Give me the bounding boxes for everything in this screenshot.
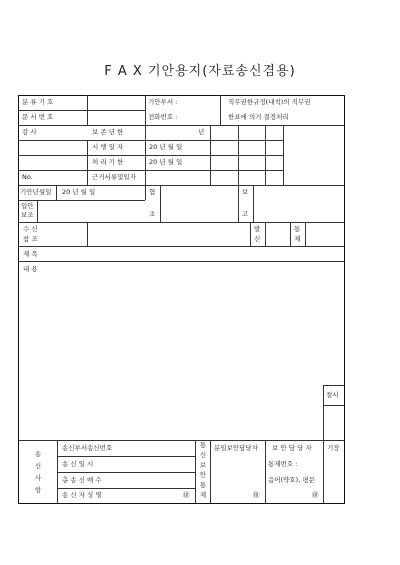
row-divider: [57, 472, 195, 473]
col-divider: [305, 222, 306, 246]
row-divider: [18, 246, 345, 247]
document-number-label: 문 서 번 호: [22, 113, 54, 121]
audit-label: 감 사: [22, 128, 37, 136]
table-top-border: [18, 95, 345, 96]
col-divider: [250, 222, 251, 246]
comm-security-char: 통: [199, 441, 207, 449]
total-pages-label: 총 송 신 매 수: [62, 476, 102, 484]
security-officer-seal: ㊞: [253, 491, 260, 499]
seal-line-label: 기장: [327, 444, 340, 452]
year-label: 년: [198, 128, 205, 136]
authority-note-line1: 직무권한규정(내칙)의 직무권: [228, 98, 311, 106]
col-divider: [220, 95, 221, 125]
draft-date-label: 기안년월일: [20, 188, 52, 196]
entry-approval-line2: 보조: [21, 211, 34, 219]
comm-security-char: 제: [199, 491, 207, 499]
security-manager-seal: ㊞: [312, 491, 319, 499]
retention-label: 보 존 년 한: [92, 128, 124, 136]
reference-label: 참 조: [23, 235, 38, 243]
col-divider: [290, 222, 291, 246]
drafting-dept-label: 기안부서 :: [148, 98, 178, 106]
control-char-1: 통: [294, 225, 301, 233]
col-divider: [265, 440, 266, 503]
cut-line-label: 절서: [326, 391, 339, 399]
control-char-2: 제: [294, 235, 301, 243]
dispatch-char-1: 발: [254, 225, 261, 233]
col-divider: [253, 185, 254, 222]
send-datetime-label: 송 신 일 시: [62, 460, 94, 468]
col-divider: [145, 95, 146, 200]
basis-doc-label: 근거서류및일자: [92, 173, 136, 181]
row-divider: [18, 125, 345, 126]
row-divider: [18, 222, 345, 223]
col-divider: [87, 222, 88, 246]
side-column-divider: [323, 385, 324, 503]
control-number-label: 통제번호 :: [268, 460, 298, 468]
comm-security-char: 보: [199, 461, 207, 469]
recipient-label: 수 신: [23, 225, 38, 233]
sender-seal-mark: ㊞: [183, 491, 190, 499]
sender-name-label: 송 신 자 성 명: [62, 491, 102, 499]
processing-deadline-value: 20 년 월 일: [149, 158, 183, 166]
form-title: F A X 기안용지(자료송신겸용): [104, 64, 296, 79]
content-label: 내 용: [23, 265, 38, 273]
row-divider: [18, 110, 145, 111]
col-divider: [160, 185, 161, 222]
row-divider: [18, 440, 345, 441]
col-divider: [87, 140, 88, 185]
table-bottom-border: [18, 503, 345, 504]
col-divider: [57, 440, 58, 503]
draft-date-value: 20 년 월 일: [62, 188, 96, 196]
col-divider: [265, 222, 266, 246]
row-divider: [57, 456, 195, 457]
transmission-section-char: 사: [34, 474, 42, 482]
col-divider: [238, 185, 239, 222]
row-divider: [18, 155, 283, 156]
col-divider: [210, 440, 211, 503]
side-divider: [323, 385, 345, 386]
authority-note-line2: 한표에 의거 결정처리: [228, 113, 289, 121]
col-divider: [210, 125, 211, 185]
enforcement-date-label: 시 행 일 자: [92, 143, 124, 151]
consult-char-1: 협: [149, 188, 156, 196]
plain-cipher-label: 음어(약호), 평문: [268, 476, 315, 484]
table-right-border: [344, 95, 345, 503]
row-divider: [18, 170, 283, 171]
col-divider: [265, 125, 266, 185]
consult-char-2: 조: [149, 210, 156, 218]
comm-security-char: 안: [199, 471, 207, 479]
comm-security-char: 신: [199, 451, 207, 459]
processing-deadline-label: 처 리 기 한: [92, 158, 124, 166]
classification-code-label: 분 류 기 호: [22, 98, 54, 106]
enforcement-date-value: 20 년 월 일: [149, 143, 183, 151]
col-divider: [56, 185, 57, 200]
phone-number-label: 전화번호 :: [148, 113, 178, 121]
table-left-border: [18, 95, 19, 503]
row-divider: [18, 185, 345, 186]
col-divider: [37, 200, 38, 222]
no-label: No.: [22, 173, 33, 181]
row-divider: [18, 261, 345, 262]
side-divider: [323, 405, 345, 406]
report-char-2: 고: [242, 210, 249, 218]
col-divider: [238, 125, 239, 185]
comm-security-char: 통: [199, 481, 207, 489]
transmission-section-char: 신: [34, 462, 42, 470]
entry-approval-line1: 입안: [21, 202, 34, 210]
transmission-section-char: 항: [34, 486, 42, 494]
security-officer-label: 분임보안담당자: [214, 444, 258, 452]
col-divider: [283, 125, 284, 185]
report-char-1: 보: [242, 188, 249, 196]
col-divider: [87, 95, 88, 125]
security-manager-label: 보 안 담 당 자: [272, 444, 312, 452]
col-divider: [195, 440, 196, 503]
subject-label: 제 목: [23, 250, 38, 258]
transmission-section-char: 송: [34, 450, 42, 458]
row-divider: [57, 488, 195, 489]
sender-dept-number-label: 송신부서송신번호: [62, 444, 113, 452]
row-divider: [18, 140, 283, 141]
dispatch-char-2: 신: [254, 235, 261, 243]
